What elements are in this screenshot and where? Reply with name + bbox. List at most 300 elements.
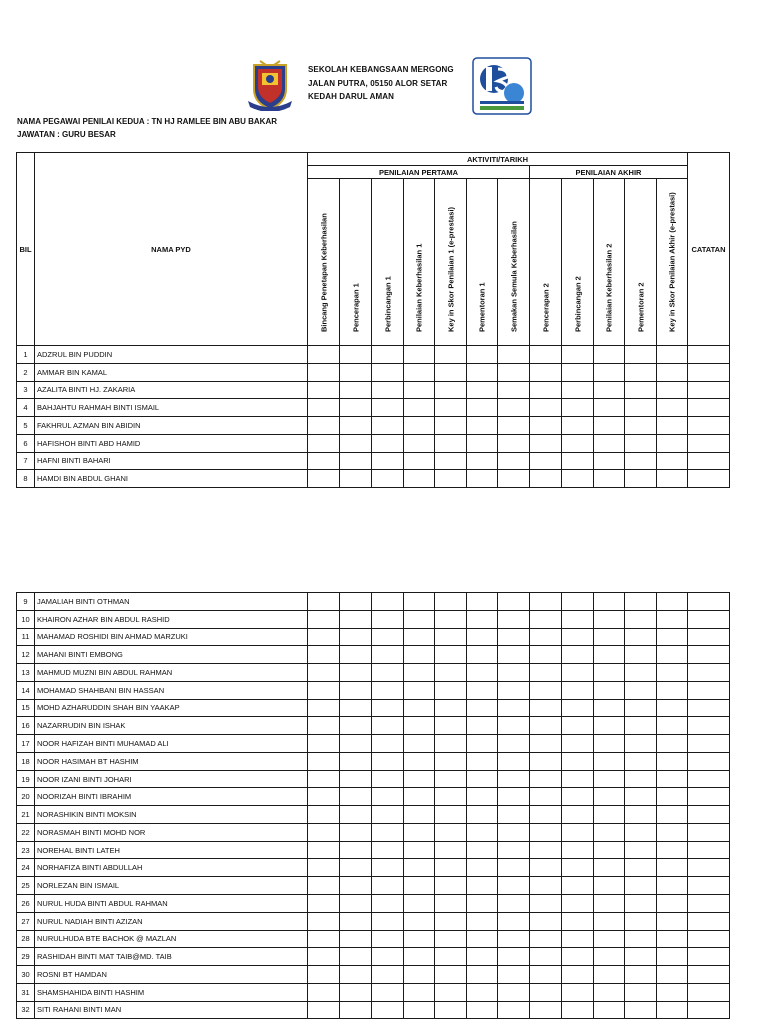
activity-date-cell[interactable] <box>594 895 625 913</box>
notes-cell[interactable] <box>688 788 730 806</box>
activity-date-cell[interactable] <box>625 681 657 699</box>
activity-date-cell[interactable] <box>530 417 562 435</box>
activity-date-cell[interactable] <box>498 948 530 966</box>
activity-date-cell[interactable] <box>530 470 562 488</box>
activity-date-cell[interactable] <box>594 752 625 770</box>
activity-date-cell[interactable] <box>562 841 594 859</box>
activity-date-cell[interactable] <box>530 646 562 664</box>
activity-date-cell[interactable] <box>467 399 498 417</box>
activity-date-cell[interactable] <box>308 983 340 1001</box>
activity-date-cell[interactable] <box>404 381 435 399</box>
activity-date-cell[interactable] <box>594 912 625 930</box>
activity-date-cell[interactable] <box>625 363 657 381</box>
activity-date-cell[interactable] <box>562 948 594 966</box>
activity-date-cell[interactable] <box>530 399 562 417</box>
activity-date-cell[interactable] <box>657 452 688 470</box>
activity-date-cell[interactable] <box>435 912 467 930</box>
activity-date-cell[interactable] <box>530 770 562 788</box>
activity-date-cell[interactable] <box>435 966 467 984</box>
activity-date-cell[interactable] <box>404 823 435 841</box>
activity-date-cell[interactable] <box>435 417 467 435</box>
activity-date-cell[interactable] <box>498 699 530 717</box>
activity-date-cell[interactable] <box>404 681 435 699</box>
activity-date-cell[interactable] <box>562 930 594 948</box>
activity-date-cell[interactable] <box>467 912 498 930</box>
activity-date-cell[interactable] <box>625 912 657 930</box>
activity-date-cell[interactable] <box>372 912 404 930</box>
notes-cell[interactable] <box>688 823 730 841</box>
activity-date-cell[interactable] <box>435 628 467 646</box>
activity-date-cell[interactable] <box>308 841 340 859</box>
activity-date-cell[interactable] <box>467 452 498 470</box>
activity-date-cell[interactable] <box>562 628 594 646</box>
activity-date-cell[interactable] <box>404 452 435 470</box>
activity-date-cell[interactable] <box>657 806 688 824</box>
activity-date-cell[interactable] <box>594 699 625 717</box>
activity-date-cell[interactable] <box>435 806 467 824</box>
activity-date-cell[interactable] <box>562 434 594 452</box>
activity-date-cell[interactable] <box>435 646 467 664</box>
activity-date-cell[interactable] <box>625 770 657 788</box>
activity-date-cell[interactable] <box>657 948 688 966</box>
activity-date-cell[interactable] <box>372 1001 404 1019</box>
activity-date-cell[interactable] <box>372 859 404 877</box>
activity-date-cell[interactable] <box>308 434 340 452</box>
activity-date-cell[interactable] <box>594 823 625 841</box>
activity-date-cell[interactable] <box>372 628 404 646</box>
activity-date-cell[interactable] <box>498 788 530 806</box>
activity-date-cell[interactable] <box>625 346 657 364</box>
notes-cell[interactable] <box>688 948 730 966</box>
activity-date-cell[interactable] <box>625 434 657 452</box>
activity-date-cell[interactable] <box>625 895 657 913</box>
activity-date-cell[interactable] <box>498 823 530 841</box>
activity-date-cell[interactable] <box>594 664 625 682</box>
activity-date-cell[interactable] <box>404 346 435 364</box>
activity-date-cell[interactable] <box>562 593 594 611</box>
activity-date-cell[interactable] <box>340 699 372 717</box>
activity-date-cell[interactable] <box>562 983 594 1001</box>
activity-date-cell[interactable] <box>340 434 372 452</box>
activity-date-cell[interactable] <box>530 841 562 859</box>
activity-date-cell[interactable] <box>467 717 498 735</box>
activity-date-cell[interactable] <box>562 735 594 753</box>
activity-date-cell[interactable] <box>657 912 688 930</box>
activity-date-cell[interactable] <box>308 1001 340 1019</box>
activity-date-cell[interactable] <box>657 930 688 948</box>
activity-date-cell[interactable] <box>435 752 467 770</box>
activity-date-cell[interactable] <box>467 806 498 824</box>
activity-date-cell[interactable] <box>657 752 688 770</box>
activity-date-cell[interactable] <box>625 1001 657 1019</box>
activity-date-cell[interactable] <box>562 752 594 770</box>
activity-date-cell[interactable] <box>657 434 688 452</box>
activity-date-cell[interactable] <box>498 966 530 984</box>
activity-date-cell[interactable] <box>625 593 657 611</box>
activity-date-cell[interactable] <box>657 983 688 1001</box>
activity-date-cell[interactable] <box>562 452 594 470</box>
activity-date-cell[interactable] <box>594 806 625 824</box>
activity-date-cell[interactable] <box>308 912 340 930</box>
activity-date-cell[interactable] <box>657 628 688 646</box>
activity-date-cell[interactable] <box>435 381 467 399</box>
activity-date-cell[interactable] <box>594 681 625 699</box>
activity-date-cell[interactable] <box>372 948 404 966</box>
activity-date-cell[interactable] <box>625 859 657 877</box>
activity-date-cell[interactable] <box>308 806 340 824</box>
activity-date-cell[interactable] <box>530 912 562 930</box>
notes-cell[interactable] <box>688 859 730 877</box>
activity-date-cell[interactable] <box>530 434 562 452</box>
activity-date-cell[interactable] <box>340 417 372 435</box>
activity-date-cell[interactable] <box>340 966 372 984</box>
activity-date-cell[interactable] <box>625 699 657 717</box>
activity-date-cell[interactable] <box>594 841 625 859</box>
activity-date-cell[interactable] <box>404 859 435 877</box>
activity-date-cell[interactable] <box>467 681 498 699</box>
activity-date-cell[interactable] <box>498 381 530 399</box>
notes-cell[interactable] <box>688 699 730 717</box>
notes-cell[interactable] <box>688 610 730 628</box>
activity-date-cell[interactable] <box>435 399 467 417</box>
notes-cell[interactable] <box>688 806 730 824</box>
activity-date-cell[interactable] <box>657 681 688 699</box>
notes-cell[interactable] <box>688 983 730 1001</box>
notes-cell[interactable] <box>688 877 730 895</box>
activity-date-cell[interactable] <box>308 699 340 717</box>
activity-date-cell[interactable] <box>562 912 594 930</box>
activity-date-cell[interactable] <box>625 417 657 435</box>
activity-date-cell[interactable] <box>498 399 530 417</box>
activity-date-cell[interactable] <box>498 363 530 381</box>
activity-date-cell[interactable] <box>340 983 372 1001</box>
activity-date-cell[interactable] <box>404 593 435 611</box>
activity-date-cell[interactable] <box>530 859 562 877</box>
activity-date-cell[interactable] <box>340 628 372 646</box>
activity-date-cell[interactable] <box>625 788 657 806</box>
activity-date-cell[interactable] <box>625 877 657 895</box>
activity-date-cell[interactable] <box>657 770 688 788</box>
activity-date-cell[interactable] <box>530 717 562 735</box>
activity-date-cell[interactable] <box>498 877 530 895</box>
activity-date-cell[interactable] <box>435 948 467 966</box>
activity-date-cell[interactable] <box>530 983 562 1001</box>
activity-date-cell[interactable] <box>625 664 657 682</box>
activity-date-cell[interactable] <box>625 646 657 664</box>
activity-date-cell[interactable] <box>625 823 657 841</box>
activity-date-cell[interactable] <box>657 417 688 435</box>
activity-date-cell[interactable] <box>530 593 562 611</box>
activity-date-cell[interactable] <box>467 859 498 877</box>
activity-date-cell[interactable] <box>308 930 340 948</box>
activity-date-cell[interactable] <box>404 628 435 646</box>
activity-date-cell[interactable] <box>467 646 498 664</box>
activity-date-cell[interactable] <box>372 434 404 452</box>
activity-date-cell[interactable] <box>562 877 594 895</box>
activity-date-cell[interactable] <box>340 912 372 930</box>
activity-date-cell[interactable] <box>308 877 340 895</box>
activity-date-cell[interactable] <box>372 806 404 824</box>
activity-date-cell[interactable] <box>498 983 530 1001</box>
activity-date-cell[interactable] <box>562 646 594 664</box>
activity-date-cell[interactable] <box>435 930 467 948</box>
activity-date-cell[interactable] <box>404 752 435 770</box>
activity-date-cell[interactable] <box>372 346 404 364</box>
activity-date-cell[interactable] <box>530 628 562 646</box>
activity-date-cell[interactable] <box>530 699 562 717</box>
activity-date-cell[interactable] <box>372 593 404 611</box>
activity-date-cell[interactable] <box>308 895 340 913</box>
activity-date-cell[interactable] <box>467 895 498 913</box>
activity-date-cell[interactable] <box>530 346 562 364</box>
activity-date-cell[interactable] <box>467 735 498 753</box>
activity-date-cell[interactable] <box>372 841 404 859</box>
notes-cell[interactable] <box>688 417 730 435</box>
activity-date-cell[interactable] <box>467 610 498 628</box>
activity-date-cell[interactable] <box>467 346 498 364</box>
activity-date-cell[interactable] <box>594 948 625 966</box>
activity-date-cell[interactable] <box>404 470 435 488</box>
activity-date-cell[interactable] <box>435 593 467 611</box>
activity-date-cell[interactable] <box>594 717 625 735</box>
activity-date-cell[interactable] <box>372 646 404 664</box>
activity-date-cell[interactable] <box>404 363 435 381</box>
activity-date-cell[interactable] <box>372 930 404 948</box>
activity-date-cell[interactable] <box>404 646 435 664</box>
activity-date-cell[interactable] <box>467 470 498 488</box>
activity-date-cell[interactable] <box>467 983 498 1001</box>
activity-date-cell[interactable] <box>372 452 404 470</box>
activity-date-cell[interactable] <box>498 646 530 664</box>
activity-date-cell[interactable] <box>657 646 688 664</box>
activity-date-cell[interactable] <box>594 930 625 948</box>
activity-date-cell[interactable] <box>467 770 498 788</box>
activity-date-cell[interactable] <box>467 930 498 948</box>
activity-date-cell[interactable] <box>657 859 688 877</box>
activity-date-cell[interactable] <box>404 717 435 735</box>
activity-date-cell[interactable] <box>340 664 372 682</box>
activity-date-cell[interactable] <box>372 470 404 488</box>
activity-date-cell[interactable] <box>372 895 404 913</box>
notes-cell[interactable] <box>688 452 730 470</box>
activity-date-cell[interactable] <box>435 346 467 364</box>
activity-date-cell[interactable] <box>340 735 372 753</box>
activity-date-cell[interactable] <box>467 664 498 682</box>
activity-date-cell[interactable] <box>467 948 498 966</box>
activity-date-cell[interactable] <box>340 823 372 841</box>
activity-date-cell[interactable] <box>530 681 562 699</box>
activity-date-cell[interactable] <box>562 664 594 682</box>
activity-date-cell[interactable] <box>498 1001 530 1019</box>
activity-date-cell[interactable] <box>435 735 467 753</box>
notes-cell[interactable] <box>688 966 730 984</box>
activity-date-cell[interactable] <box>467 363 498 381</box>
activity-date-cell[interactable] <box>435 699 467 717</box>
activity-date-cell[interactable] <box>530 895 562 913</box>
activity-date-cell[interactable] <box>498 610 530 628</box>
activity-date-cell[interactable] <box>657 346 688 364</box>
activity-date-cell[interactable] <box>467 788 498 806</box>
activity-date-cell[interactable] <box>498 717 530 735</box>
activity-date-cell[interactable] <box>467 841 498 859</box>
activity-date-cell[interactable] <box>308 823 340 841</box>
activity-date-cell[interactable] <box>530 664 562 682</box>
activity-date-cell[interactable] <box>372 417 404 435</box>
activity-date-cell[interactable] <box>404 610 435 628</box>
activity-date-cell[interactable] <box>467 628 498 646</box>
activity-date-cell[interactable] <box>435 664 467 682</box>
activity-date-cell[interactable] <box>308 966 340 984</box>
activity-date-cell[interactable] <box>404 983 435 1001</box>
activity-date-cell[interactable] <box>467 434 498 452</box>
activity-date-cell[interactable] <box>340 806 372 824</box>
activity-date-cell[interactable] <box>594 417 625 435</box>
activity-date-cell[interactable] <box>625 610 657 628</box>
activity-date-cell[interactable] <box>340 363 372 381</box>
activity-date-cell[interactable] <box>435 452 467 470</box>
activity-date-cell[interactable] <box>340 1001 372 1019</box>
activity-date-cell[interactable] <box>562 470 594 488</box>
activity-date-cell[interactable] <box>625 717 657 735</box>
activity-date-cell[interactable] <box>372 610 404 628</box>
activity-date-cell[interactable] <box>625 735 657 753</box>
activity-date-cell[interactable] <box>340 948 372 966</box>
notes-cell[interactable] <box>688 717 730 735</box>
activity-date-cell[interactable] <box>340 452 372 470</box>
activity-date-cell[interactable] <box>308 681 340 699</box>
activity-date-cell[interactable] <box>308 948 340 966</box>
activity-date-cell[interactable] <box>467 417 498 435</box>
activity-date-cell[interactable] <box>498 930 530 948</box>
activity-date-cell[interactable] <box>340 930 372 948</box>
activity-date-cell[interactable] <box>530 823 562 841</box>
notes-cell[interactable] <box>688 912 730 930</box>
activity-date-cell[interactable] <box>498 434 530 452</box>
activity-date-cell[interactable] <box>562 859 594 877</box>
activity-date-cell[interactable] <box>562 806 594 824</box>
activity-date-cell[interactable] <box>498 417 530 435</box>
activity-date-cell[interactable] <box>498 346 530 364</box>
activity-date-cell[interactable] <box>657 895 688 913</box>
activity-date-cell[interactable] <box>530 363 562 381</box>
activity-date-cell[interactable] <box>594 346 625 364</box>
activity-date-cell[interactable] <box>625 841 657 859</box>
activity-date-cell[interactable] <box>498 452 530 470</box>
activity-date-cell[interactable] <box>404 912 435 930</box>
activity-date-cell[interactable] <box>530 752 562 770</box>
activity-date-cell[interactable] <box>404 788 435 806</box>
activity-date-cell[interactable] <box>404 699 435 717</box>
activity-date-cell[interactable] <box>530 735 562 753</box>
activity-date-cell[interactable] <box>467 823 498 841</box>
activity-date-cell[interactable] <box>435 788 467 806</box>
activity-date-cell[interactable] <box>308 735 340 753</box>
activity-date-cell[interactable] <box>594 770 625 788</box>
notes-cell[interactable] <box>688 895 730 913</box>
activity-date-cell[interactable] <box>435 610 467 628</box>
activity-date-cell[interactable] <box>372 381 404 399</box>
activity-date-cell[interactable] <box>657 363 688 381</box>
notes-cell[interactable] <box>688 381 730 399</box>
activity-date-cell[interactable] <box>404 664 435 682</box>
notes-cell[interactable] <box>688 1001 730 1019</box>
activity-date-cell[interactable] <box>498 895 530 913</box>
activity-date-cell[interactable] <box>340 610 372 628</box>
activity-date-cell[interactable] <box>308 610 340 628</box>
activity-date-cell[interactable] <box>340 593 372 611</box>
activity-date-cell[interactable] <box>657 788 688 806</box>
activity-date-cell[interactable] <box>308 363 340 381</box>
activity-date-cell[interactable] <box>467 966 498 984</box>
activity-date-cell[interactable] <box>594 788 625 806</box>
activity-date-cell[interactable] <box>562 895 594 913</box>
activity-date-cell[interactable] <box>308 859 340 877</box>
activity-date-cell[interactable] <box>308 399 340 417</box>
activity-date-cell[interactable] <box>594 470 625 488</box>
activity-date-cell[interactable] <box>498 841 530 859</box>
activity-date-cell[interactable] <box>498 752 530 770</box>
activity-date-cell[interactable] <box>625 948 657 966</box>
activity-date-cell[interactable] <box>404 399 435 417</box>
activity-date-cell[interactable] <box>657 823 688 841</box>
activity-date-cell[interactable] <box>562 966 594 984</box>
activity-date-cell[interactable] <box>594 966 625 984</box>
activity-date-cell[interactable] <box>308 470 340 488</box>
activity-date-cell[interactable] <box>308 628 340 646</box>
activity-date-cell[interactable] <box>498 770 530 788</box>
notes-cell[interactable] <box>688 628 730 646</box>
notes-cell[interactable] <box>688 770 730 788</box>
activity-date-cell[interactable] <box>372 699 404 717</box>
notes-cell[interactable] <box>688 735 730 753</box>
activity-date-cell[interactable] <box>530 877 562 895</box>
activity-date-cell[interactable] <box>625 452 657 470</box>
activity-date-cell[interactable] <box>404 434 435 452</box>
activity-date-cell[interactable] <box>530 1001 562 1019</box>
activity-date-cell[interactable] <box>530 948 562 966</box>
activity-date-cell[interactable] <box>308 664 340 682</box>
activity-date-cell[interactable] <box>467 381 498 399</box>
activity-date-cell[interactable] <box>404 948 435 966</box>
activity-date-cell[interactable] <box>372 717 404 735</box>
activity-date-cell[interactable] <box>340 895 372 913</box>
notes-cell[interactable] <box>688 399 730 417</box>
activity-date-cell[interactable] <box>404 966 435 984</box>
activity-date-cell[interactable] <box>498 735 530 753</box>
activity-date-cell[interactable] <box>657 610 688 628</box>
activity-date-cell[interactable] <box>340 681 372 699</box>
activity-date-cell[interactable] <box>340 770 372 788</box>
activity-date-cell[interactable] <box>594 363 625 381</box>
activity-date-cell[interactable] <box>657 381 688 399</box>
activity-date-cell[interactable] <box>657 470 688 488</box>
activity-date-cell[interactable] <box>562 399 594 417</box>
activity-date-cell[interactable] <box>435 1001 467 1019</box>
activity-date-cell[interactable] <box>435 877 467 895</box>
activity-date-cell[interactable] <box>498 470 530 488</box>
activity-date-cell[interactable] <box>562 363 594 381</box>
activity-date-cell[interactable] <box>594 628 625 646</box>
activity-date-cell[interactable] <box>498 628 530 646</box>
activity-date-cell[interactable] <box>404 770 435 788</box>
activity-date-cell[interactable] <box>625 752 657 770</box>
activity-date-cell[interactable] <box>625 806 657 824</box>
activity-date-cell[interactable] <box>467 752 498 770</box>
notes-cell[interactable] <box>688 752 730 770</box>
activity-date-cell[interactable] <box>467 593 498 611</box>
activity-date-cell[interactable] <box>435 470 467 488</box>
activity-date-cell[interactable] <box>404 806 435 824</box>
